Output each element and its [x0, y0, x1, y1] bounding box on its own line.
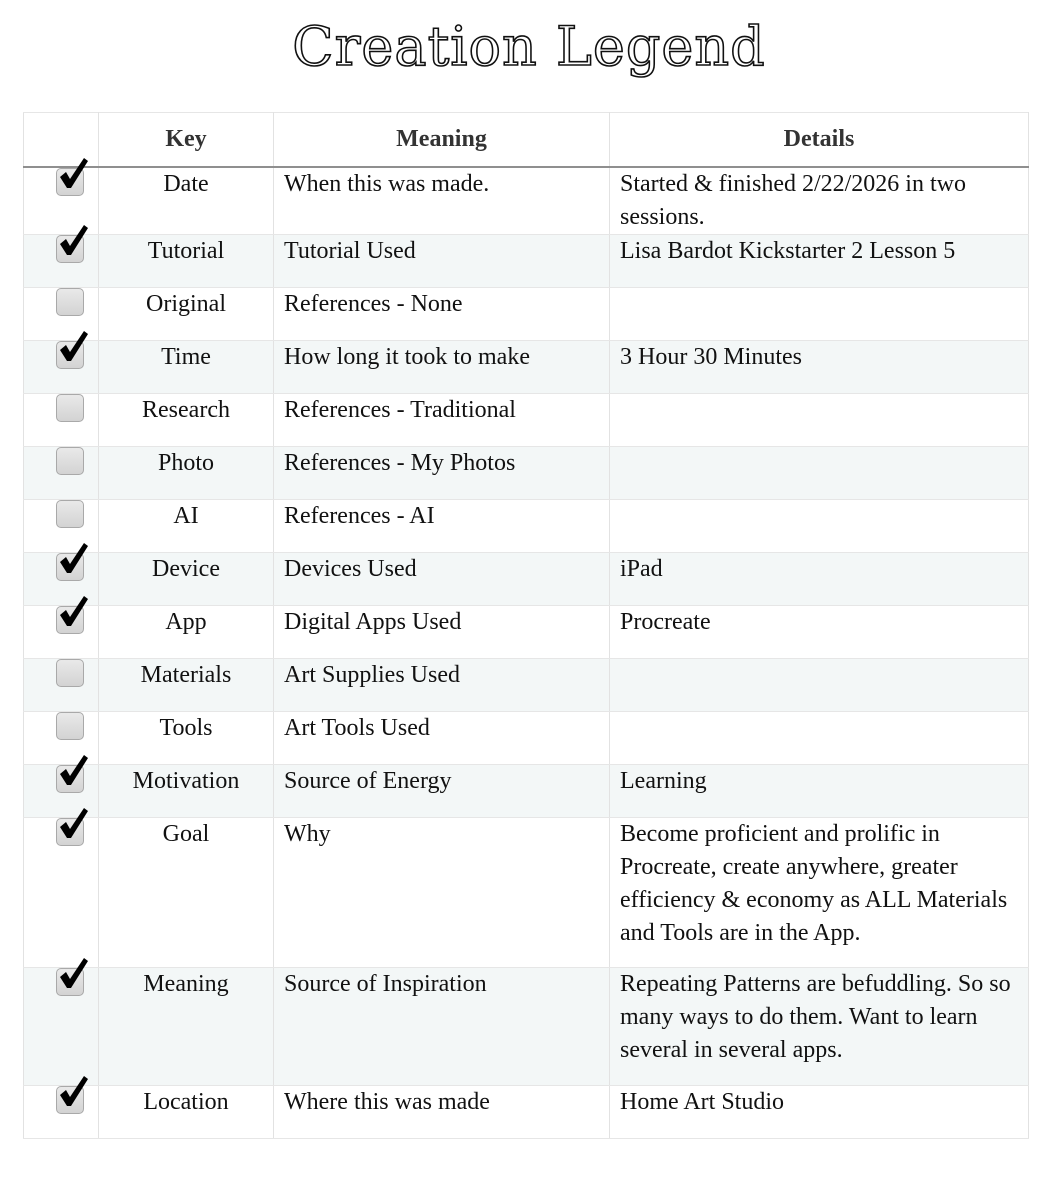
- key-cell: Tutorial: [99, 235, 274, 288]
- header-row: [24, 113, 1029, 168]
- meaning-cell: References - AI: [274, 500, 610, 553]
- details-cell: 3 Hour 30 Minutes: [610, 341, 1029, 394]
- details-cell: [610, 447, 1029, 500]
- meaning-cell: Why: [274, 818, 610, 968]
- key-cell: Meaning: [99, 968, 274, 1086]
- meaning-cell: References - None: [274, 288, 610, 341]
- table-row: [24, 500, 1029, 553]
- table-row: [24, 447, 1029, 500]
- key-cell: App: [99, 606, 274, 659]
- check-cell: [24, 659, 99, 712]
- table-row: [24, 167, 1029, 235]
- table-row: [24, 765, 1029, 818]
- checkbox[interactable]: [56, 712, 84, 740]
- check-cell: [24, 341, 99, 394]
- key-cell: Research: [99, 394, 274, 447]
- key-cell: Original: [99, 288, 274, 341]
- checkbox[interactable]: [56, 447, 84, 475]
- details-cell: [610, 659, 1029, 712]
- details-cell: [610, 712, 1029, 765]
- key-cell: Goal: [99, 818, 274, 968]
- table-row: [24, 394, 1029, 447]
- meaning-cell: When this was made.: [274, 167, 610, 235]
- table-row: [24, 968, 1029, 1086]
- checkmark-icon: [55, 593, 91, 631]
- meaning-cell: Source of Inspiration: [274, 968, 610, 1086]
- meaning-cell: Digital Apps Used: [274, 606, 610, 659]
- checkmark-icon: [55, 155, 91, 193]
- checkmark-icon: [55, 540, 91, 578]
- check-cell: [24, 1086, 99, 1139]
- meaning-cell: How long it took to make: [274, 341, 610, 394]
- table-row: [24, 1086, 1029, 1139]
- details-cell: Become proficient and prolific in Procreate, create anywhere, greater efficiency & economy as ALL Materials and Tools are in the App.: [610, 818, 1029, 968]
- key-cell: Motivation: [99, 765, 274, 818]
- meaning-cell: Devices Used: [274, 553, 610, 606]
- checkbox[interactable]: [56, 341, 84, 369]
- check-cell: [24, 394, 99, 447]
- meaning-cell: References - My Photos: [274, 447, 610, 500]
- checkmark-icon: [55, 955, 91, 993]
- details-cell: [610, 500, 1029, 553]
- table-row: [24, 288, 1029, 341]
- checkbox[interactable]: [56, 500, 84, 528]
- table-row: [24, 818, 1029, 968]
- check-cell: [24, 818, 99, 968]
- checkbox[interactable]: [56, 168, 84, 196]
- details-cell: Repeating Patterns are befuddling. So so many ways to do them. Want to learn several in several apps.: [610, 968, 1029, 1086]
- key-cell: Date: [99, 167, 274, 235]
- check-cell: [24, 447, 99, 500]
- table-row: [24, 712, 1029, 765]
- page-title: Creation Legend: [292, 15, 766, 78]
- check-cell: [24, 235, 99, 288]
- checkbox[interactable]: [56, 968, 84, 996]
- key-cell: Location: [99, 1086, 274, 1139]
- meaning-cell: References - Traditional: [274, 394, 610, 447]
- key-cell: Materials: [99, 659, 274, 712]
- table-row: [24, 553, 1029, 606]
- details-cell: iPad: [610, 553, 1029, 606]
- details-cell: [610, 394, 1029, 447]
- checkmark-icon: [55, 1073, 91, 1111]
- check-cell: [24, 968, 99, 1086]
- meaning-cell: Where this was made: [274, 1086, 610, 1139]
- checkbox[interactable]: [56, 553, 84, 581]
- checkbox[interactable]: [56, 606, 84, 634]
- checkbox[interactable]: [56, 1086, 84, 1114]
- meaning-cell: Source of Energy: [274, 765, 610, 818]
- details-cell: [610, 288, 1029, 341]
- key-cell: Tools: [99, 712, 274, 765]
- key-cell: Photo: [99, 447, 274, 500]
- checkbox[interactable]: [56, 659, 84, 687]
- checkbox[interactable]: [56, 394, 84, 422]
- details-cell: Home Art Studio: [610, 1086, 1029, 1139]
- checkmark-icon: [55, 805, 91, 843]
- details-cell: Started & finished 2/22/2026 in two sessions.: [610, 167, 1029, 235]
- key-cell: Time: [99, 341, 274, 394]
- creation-legend-table: [23, 112, 1029, 1139]
- header-meaning: Meaning: [274, 113, 610, 168]
- details-cell: Procreate: [610, 606, 1029, 659]
- table-row: [24, 235, 1029, 288]
- key-cell: Device: [99, 553, 274, 606]
- meaning-cell: Art Tools Used: [274, 712, 610, 765]
- header-details: Details: [610, 113, 1029, 168]
- table-row: [24, 606, 1029, 659]
- checkbox[interactable]: [56, 818, 84, 846]
- meaning-cell: Art Supplies Used: [274, 659, 610, 712]
- check-cell: [24, 606, 99, 659]
- table-row: [24, 341, 1029, 394]
- checkmark-icon: [55, 222, 91, 260]
- checkbox[interactable]: [56, 288, 84, 316]
- details-cell: Learning: [610, 765, 1029, 818]
- checkbox[interactable]: [56, 235, 84, 263]
- details-cell: Lisa Bardot Kickstarter 2 Lesson 5: [610, 235, 1029, 288]
- key-cell: AI: [99, 500, 274, 553]
- header-key: Key: [99, 113, 274, 168]
- meaning-cell: Tutorial Used: [274, 235, 610, 288]
- checkmark-icon: [55, 328, 91, 366]
- checkmark-icon: [55, 752, 91, 790]
- checkbox[interactable]: [56, 765, 84, 793]
- table-row: [24, 659, 1029, 712]
